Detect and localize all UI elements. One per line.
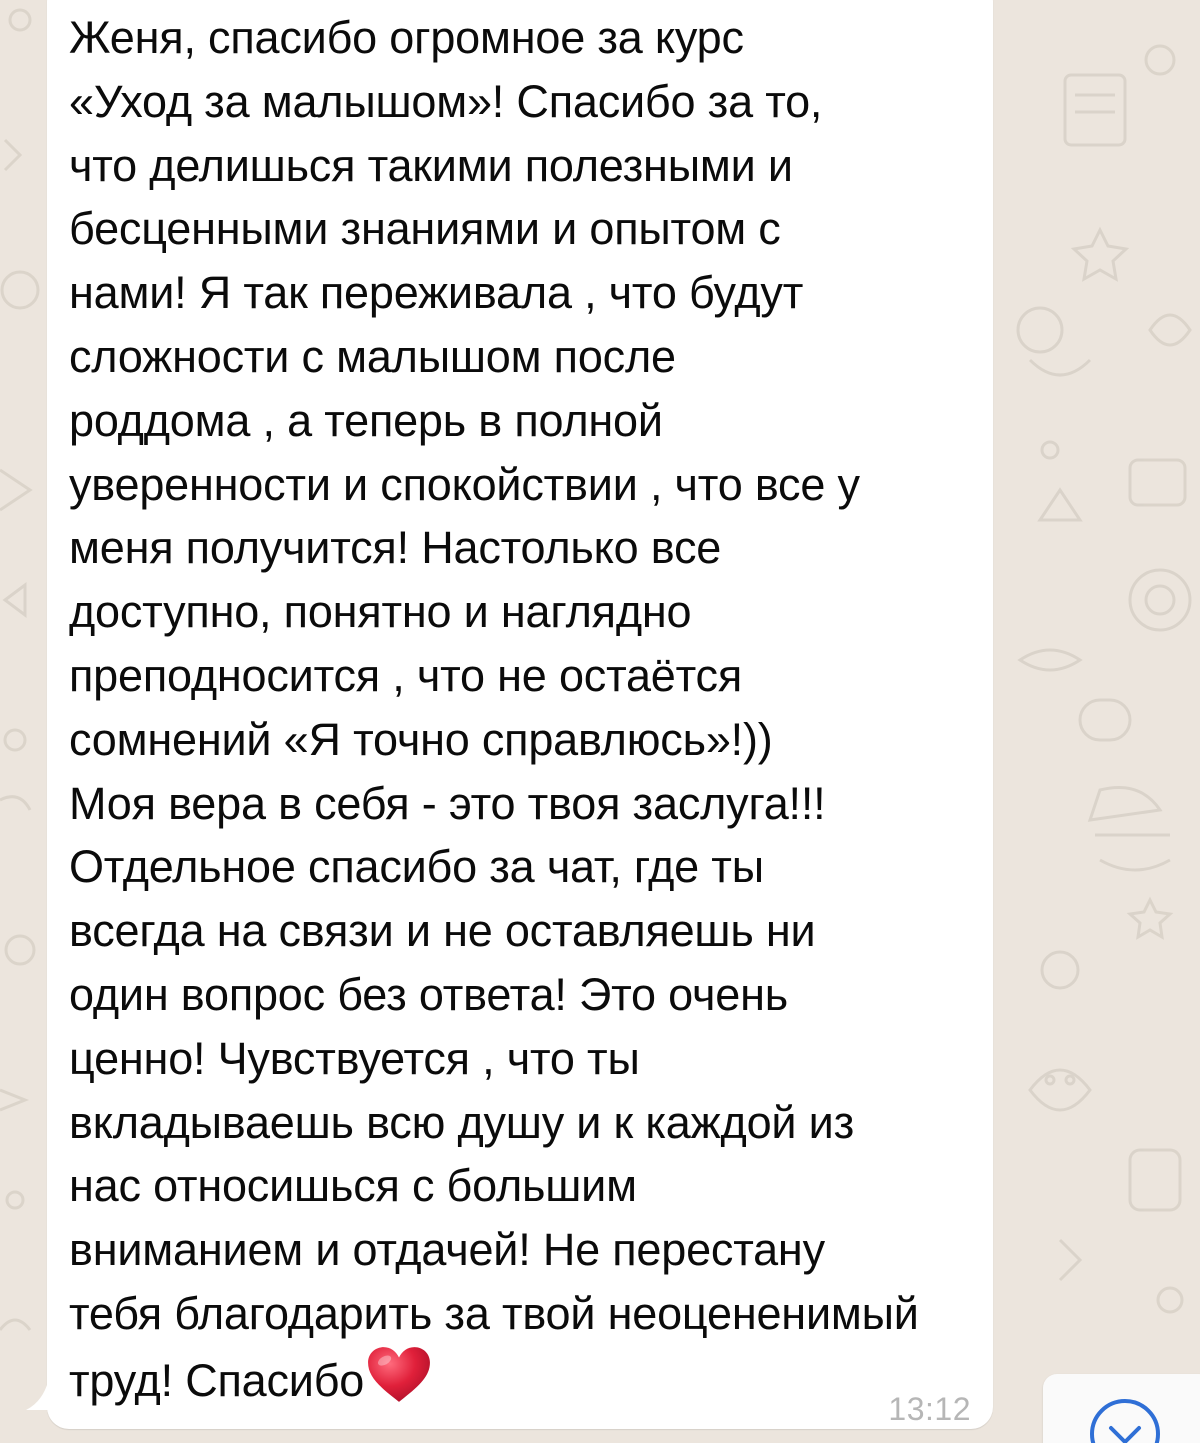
heart-emoji xyxy=(366,1346,432,1404)
message-text: Женя, спасибо огромное за курс «Уход за малышом»! Спасибо за то, что делишься такими полезными и бесценными знаниями и опытом с нами! Я так переживала , что будут сложности с малышом после роддома , а теперь в полной уверенности и спокойствии , что все у меня получится! Настолько все доступно, понятно и наглядно преподносится , что не остаётся сомнений «Я точно справлюсь»!)) Моя вера в себя - это твоя заслуга!!! Отдельное спасибо за чат, где ты всегда на связи и не оставляешь ни один вопрос без ответа! Это очень ценно! Чувствуется , что ты вкладываешь всю душу и к каждой из нас относишься с большим вниманием и отдачей! Не перестану тебя благодарить за твой неоцененимый труд! Спасибо xyxy=(69,12,919,1406)
incoming-message-bubble[interactable] xyxy=(47,0,993,1429)
scroll-to-bottom-button[interactable] xyxy=(1043,1374,1200,1443)
message-bubble-tail xyxy=(20,1372,70,1412)
chevron-down-icon xyxy=(1085,1394,1165,1443)
message-timestamp: 13:12 xyxy=(888,1391,971,1427)
